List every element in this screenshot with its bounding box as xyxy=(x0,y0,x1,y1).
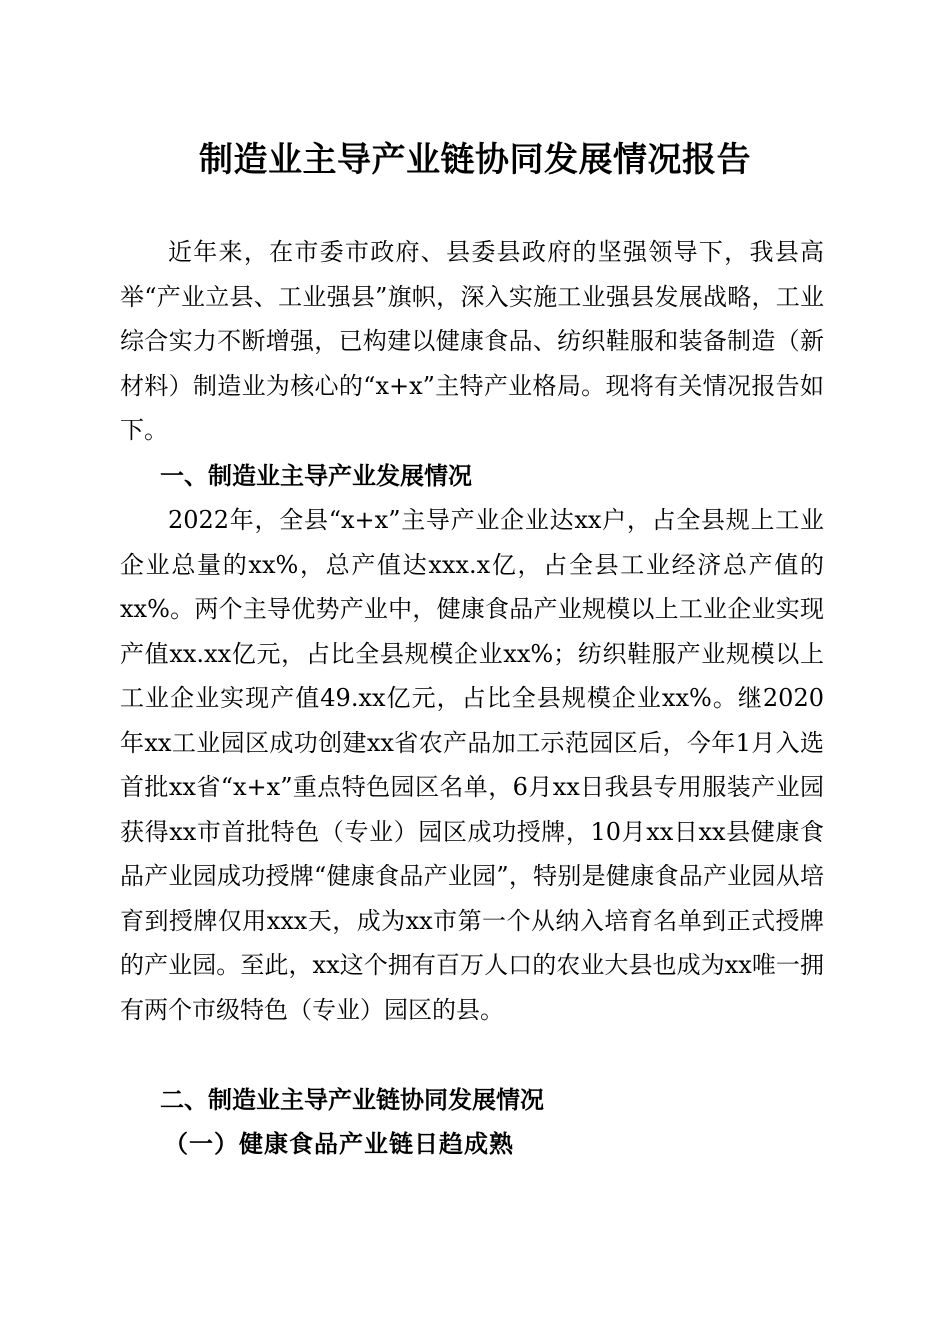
intro-paragraph: 近年来，在市委市政府、县委县政府的坚强领导下，我县高举“产业立县、工业强县”旗帜，深入实施工业强县发展战略，工业综合实力不断增强，已构建以健康食品、纺织鞋服和装备制造（新材料）制造业为核心的“x+x”主特产业格局。现将有关情况报告如下。 xyxy=(120,238,824,444)
section-2-subheading: （一）健康食品产业链日趋成熟 xyxy=(164,1129,514,1158)
document-title: 制造业主导产业链协同发展情况报告 xyxy=(199,140,751,180)
section-1-paragraph: 2022年，全县“x+x”主导产业企业达xx户，占全县规上工业企业总量的xx%，总产值达xxx.x亿，占全县工业经济总产值的xx%。两个主导优势产业中，健康食品产业规模以上工业企业实现产值xx.xx亿元，占比全县规模企业xx%；纺织鞋服产业规模以上工业企业实现产值49.xx亿元，占比全县规模企业xx%。继2020年xx工业园区成功创建xx省农产品加工示范园区后，今年1月入选首批xx省“x+x”重点特色园区名单，6月xx日我县专用服装产业园获得xx市首批特色（专业）园区成功授牌，10月xx日xx县健康食品产业园成功授牌“健康食品产业园”，特别是健康食品产业园从培育到授牌仅用xxx天，成为xx市第一个从纳入培育名单到正式授牌的产业园。至此，xx这个拥有百万人口的农业大县也成为xx唯一拥有两个市级特色（专业）园区的县。 xyxy=(120,506,824,1024)
section-1-heading: 一、制造业主导产业发展情况 xyxy=(160,462,472,490)
section-2-heading: 二、制造业主导产业链协同发展情况 xyxy=(160,1086,544,1114)
